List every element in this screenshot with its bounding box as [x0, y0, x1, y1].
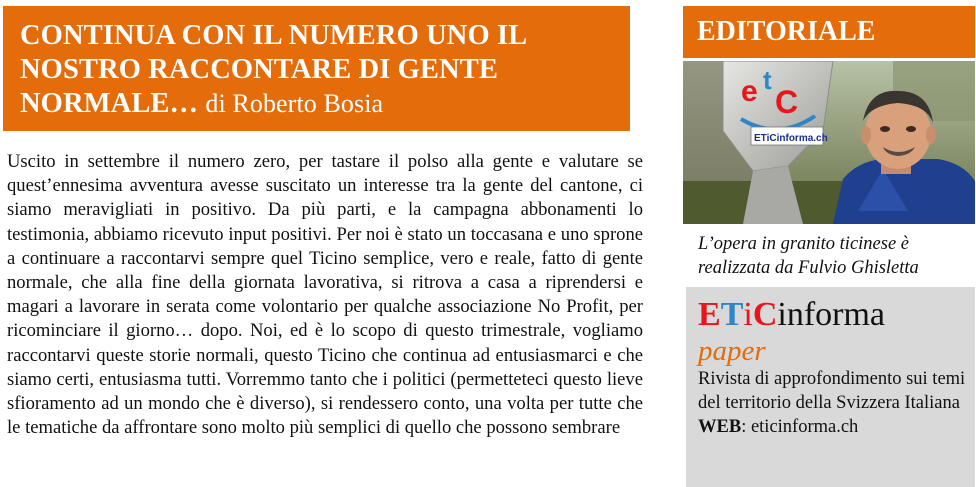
brand-letter-i: i: [743, 296, 753, 333]
logo-sign-text: ETiCinforma.ch: [754, 133, 828, 144]
logo-letter-c: C: [775, 84, 799, 120]
photo-caption: L’opera in granito ticinese è realizzata da Fulvio Ghisletta: [698, 234, 919, 278]
brand-logo-text: [698, 296, 975, 334]
web-label: WEB: [698, 417, 742, 437]
publication-info-box: [686, 287, 975, 487]
brand-web: [698, 415, 975, 439]
web-link[interactable]: : eticinforma.ch: [741, 417, 859, 437]
logo-letter-e: e: [741, 75, 758, 108]
brand-letter-t: T: [720, 296, 744, 333]
article-byline: di Roberto Bosia: [205, 89, 384, 118]
logo-letter-t: t: [763, 65, 772, 95]
article-title-text: CONTINUA CON IL NUMERO UNO IL NOSTRO RACCONTARE DI GENTE NORMALE…: [20, 20, 526, 119]
article-body: Uscito in settembre il numero zero, per tastare il polso alla gente e valutare se quest’ennesima avventura avesse suscitato un interesse tra la gente del cantone, ci siamo meravigliati in positivo. Da più parti, e la campagna abbonamenti lo testimonia, abbiamo ricevuto input positivi. Per noi è stato un toccasana e uno sprone a continuare a raccontarvi sempre quel Ticino semplice, vero e reale, fatto di gente normale, che alla fine della giornata lavorativa, si ritrova a casa a riprendersi e magari a lavorare in serata come volontario per qualche associazione No Profit, per ricominciare il giorno… dopo. Noi, ed è lo scopo di questo trimestrale, vogliamo raccontarvi queste storie normali, questo Ticino che continua ad entusiasmarci e che siamo certi, entusiasma tutti. Vorremmo tanto che i politici (permetteteci questo lieve sfioramento ad un mondo che è diverso), si rendessero conto, una volta per tutte che le tematiche da affrontare sono molto più semplici di quello che possono sembrare: [7, 151, 643, 439]
brand-description: Rivista di approfondimento sui temi del territorio della Svizzera Italiana: [698, 369, 966, 413]
editorial-header: EDITORIALE: [683, 6, 975, 58]
article-headline-banner: [3, 6, 630, 131]
brand-suffix: informa: [777, 296, 886, 333]
article-title: [20, 19, 630, 121]
brand-paper-label: paper: [698, 335, 766, 367]
editorial-photo: [683, 61, 975, 224]
photo-illustration: [683, 61, 975, 224]
brand-letter-e: E: [698, 296, 721, 333]
brand-letter-c: C: [752, 296, 778, 333]
